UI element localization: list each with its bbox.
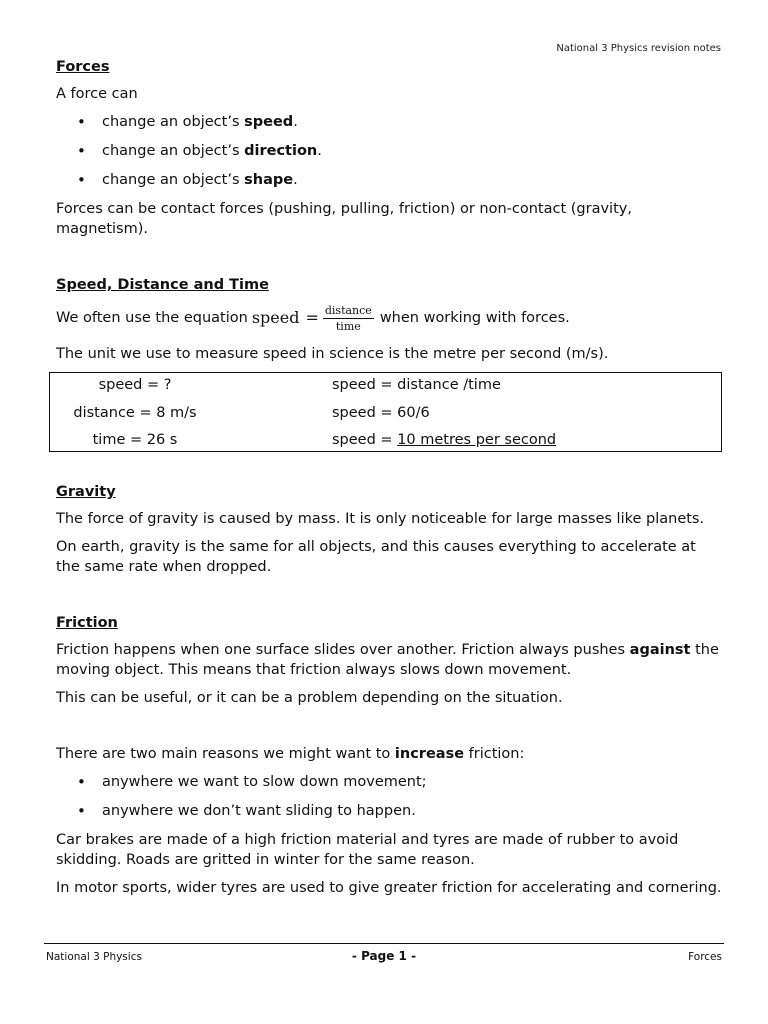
speed-heading: Speed, Distance and Time xyxy=(56,277,269,293)
given-value: speed = ? xyxy=(98,377,172,393)
given-value: distance = 8 m/s xyxy=(73,405,197,421)
list-item: • anywhere we want to slow down movement; xyxy=(56,772,724,792)
friction-bullet-list xyxy=(56,772,724,821)
worked-example-row xyxy=(50,375,721,395)
equation-outro: when working with forces. xyxy=(379,310,570,326)
bullet-bold: speed xyxy=(244,114,294,130)
bullet-text: change an object’s xyxy=(102,114,245,130)
bullet-bold: shape xyxy=(244,172,294,188)
worked-example-row xyxy=(50,430,721,450)
worked-example-box xyxy=(49,372,722,452)
friction-text: There are two main reasons we might want to xyxy=(56,746,395,762)
bullet-punct: . xyxy=(293,172,298,188)
worked-example-row xyxy=(50,403,721,423)
equation-speed-word: speed xyxy=(251,308,300,327)
friction-text: friction: xyxy=(464,746,525,762)
list-item xyxy=(56,170,724,190)
footer-topic: Forces xyxy=(688,951,722,963)
equation-intro: We often use the equation xyxy=(56,310,248,326)
header-note: National 3 Physics revision notes xyxy=(556,43,721,54)
working-step xyxy=(332,430,556,450)
footer-divider xyxy=(44,943,724,944)
friction-bold: increase xyxy=(394,746,465,762)
increase-friction-intro xyxy=(56,744,724,764)
list-item: • anywhere we don’t want sliding to happen. xyxy=(56,801,724,821)
friction-text: Friction happens when one surface slides over another. Friction always pushes xyxy=(56,642,630,658)
friction-bold: against xyxy=(629,642,691,658)
bullet-text: change an object’s xyxy=(102,143,245,159)
forces-heading: Forces xyxy=(56,59,110,75)
answer-value: 10 metres per second xyxy=(397,432,557,448)
bullet-punct: . xyxy=(293,114,298,130)
list-item xyxy=(56,141,724,161)
speed-equation-line xyxy=(56,302,724,334)
equation-equals: = xyxy=(305,308,319,327)
fraction-denominator: time xyxy=(335,319,361,333)
bullet-punct: . xyxy=(317,143,322,159)
contact-forces-text: Forces can be contact forces (pushing, pulling, friction) or non-contact (gravity, magnetism). xyxy=(56,201,632,237)
page-content xyxy=(56,57,724,906)
fraction-numerator: distance xyxy=(324,303,372,317)
bullet-text: change an object’s xyxy=(102,172,245,188)
speed-unit-text: The unit we use to measure speed in science is the metre per second (m/s). xyxy=(56,346,609,362)
friction-text: the moving object. This means that friction always slows down movement. xyxy=(56,642,719,678)
bullet-bold: direction xyxy=(244,143,318,159)
equation-fraction xyxy=(323,304,374,333)
friction-paragraph: This can be useful, or it can be a problem depending on the situation. xyxy=(56,690,563,706)
footer-course: National 3 Physics xyxy=(46,951,142,963)
friction-heading: Friction xyxy=(56,615,118,631)
given-value: time = 26 s xyxy=(92,432,178,448)
working-step: speed = distance /time xyxy=(332,377,501,393)
gravity-paragraph: On earth, gravity is the same for all objects, and this causes everything to accelerate at the same rate when dropped. xyxy=(56,539,696,575)
list-item xyxy=(56,112,724,132)
gravity-heading: Gravity xyxy=(56,484,116,500)
working-step: speed = 60/6 xyxy=(332,405,430,421)
friction-paragraph xyxy=(56,640,724,680)
forces-bullet-list xyxy=(56,112,724,190)
forces-intro: A force can xyxy=(56,86,138,102)
gravity-paragraph: The force of gravity is caused by mass. It is only noticeable for large masses like planets. xyxy=(56,511,705,527)
friction-paragraph: In motor sports, wider tyres are used to give greater friction for accelerating and cornering. xyxy=(56,880,722,896)
footer-page-number: - Page 1 - xyxy=(351,949,417,963)
answer-prefix: speed = xyxy=(332,432,398,448)
friction-paragraph: Car brakes are made of a high friction material and tyres are made of rubber to avoid skidding. Roads are gritted in winter for the same reason. xyxy=(56,832,679,868)
